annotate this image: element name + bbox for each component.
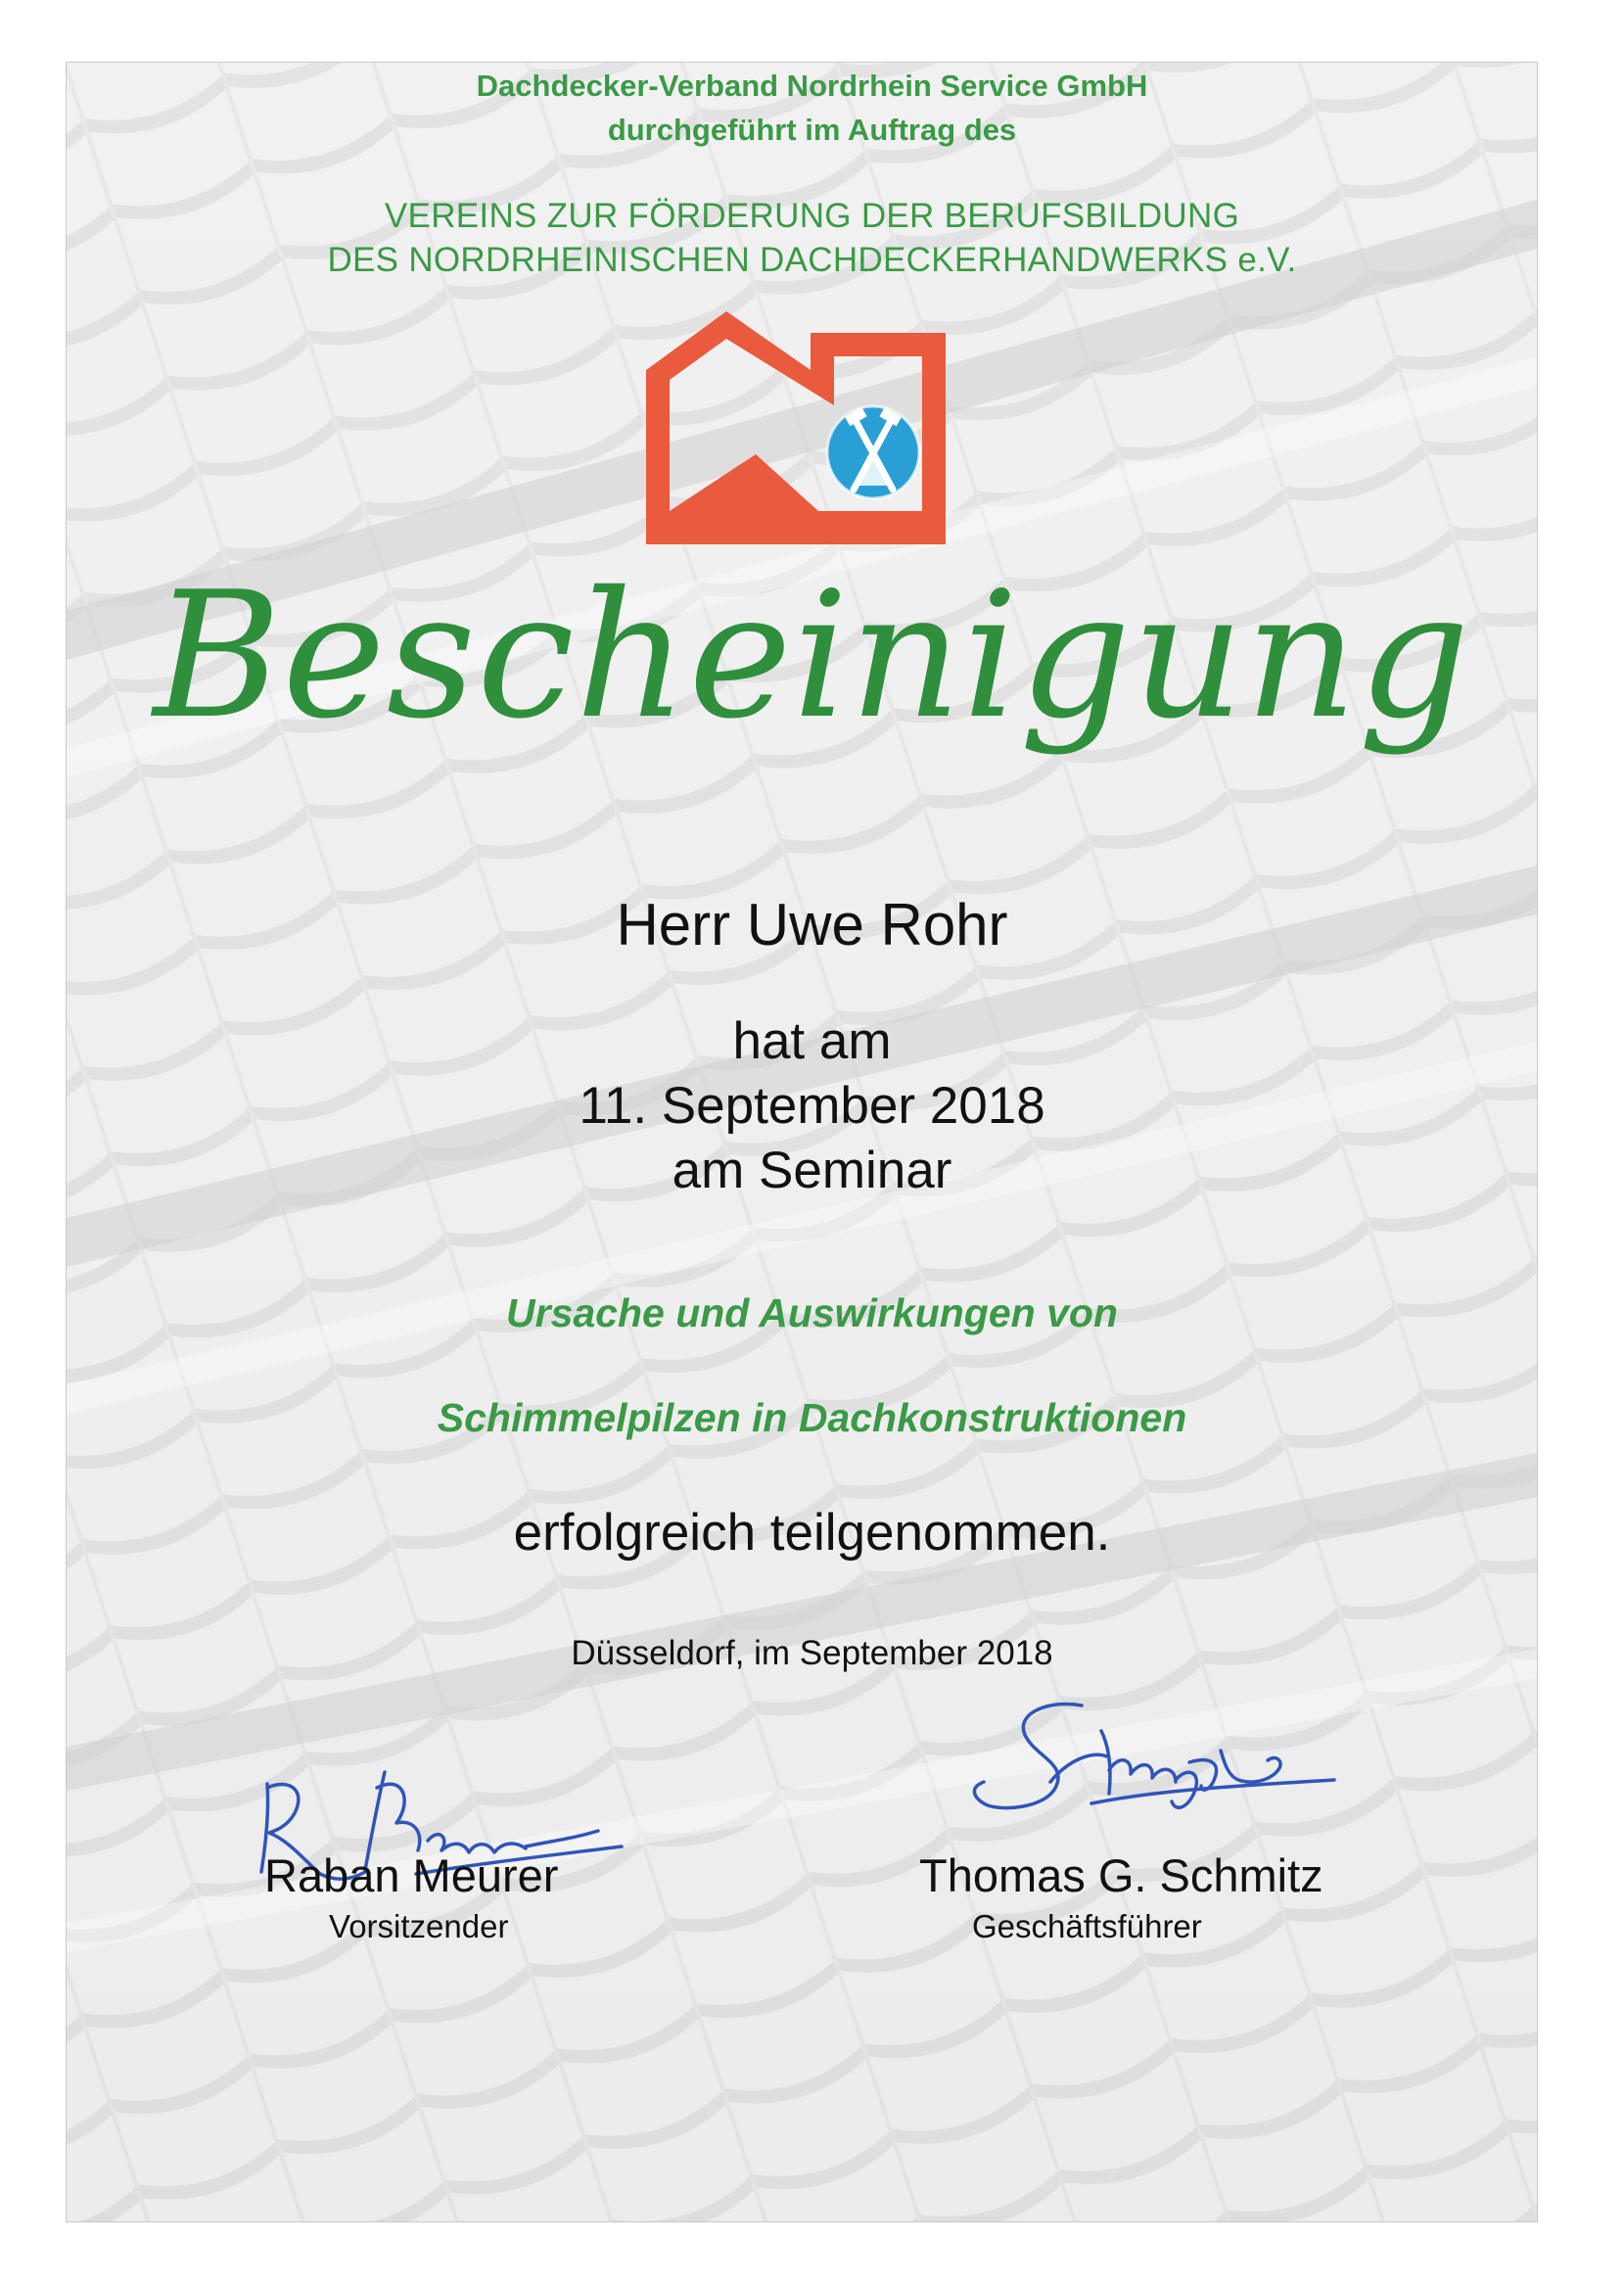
org-name-line: Dachdecker-Verband Nordrhein Service GmbH <box>476 69 1148 103</box>
signatory-left-name: Raban Meurer <box>264 1849 559 1901</box>
association-name-line1: VEREINS ZUR FÖRDERUNG DER BERUFSBILDUNG <box>384 197 1240 235</box>
roofer-guild-logo <box>646 311 946 544</box>
signatory-right-role: Geschäftsführer <box>972 1908 1202 1944</box>
signatory-right-name: Thomas G. Schmitz <box>919 1849 1323 1901</box>
completion-line: erfolgreich teilgenommen. <box>513 1504 1111 1562</box>
seminar-title-line2: Schimmelpilzen in Dachkonstruktionen <box>437 1395 1187 1440</box>
association-name-line2: DES NORDRHEINISCHEN DACHDECKERHANDWERKS e.V. <box>327 241 1297 279</box>
am-seminar-line: am Seminar <box>672 1142 952 1199</box>
place-and-date: Düsseldorf, im September 2018 <box>571 1634 1053 1672</box>
recipient-name: Herr Uwe Rohr <box>616 892 1008 958</box>
seminar-date: 11. September 2018 <box>579 1077 1045 1135</box>
hat-am-line: hat am <box>732 1012 892 1070</box>
guild-emblem-icon <box>827 406 919 498</box>
commission-line: durchgeführt im Auftrag des <box>607 113 1017 147</box>
signatory-left-role: Vorsitzender <box>329 1908 509 1944</box>
signature-thomas-schmitz <box>945 1692 1336 1839</box>
certificate-title: Bescheinigung <box>153 554 1471 757</box>
seminar-title-line1: Ursache und Auswirkungen von <box>506 1290 1118 1335</box>
